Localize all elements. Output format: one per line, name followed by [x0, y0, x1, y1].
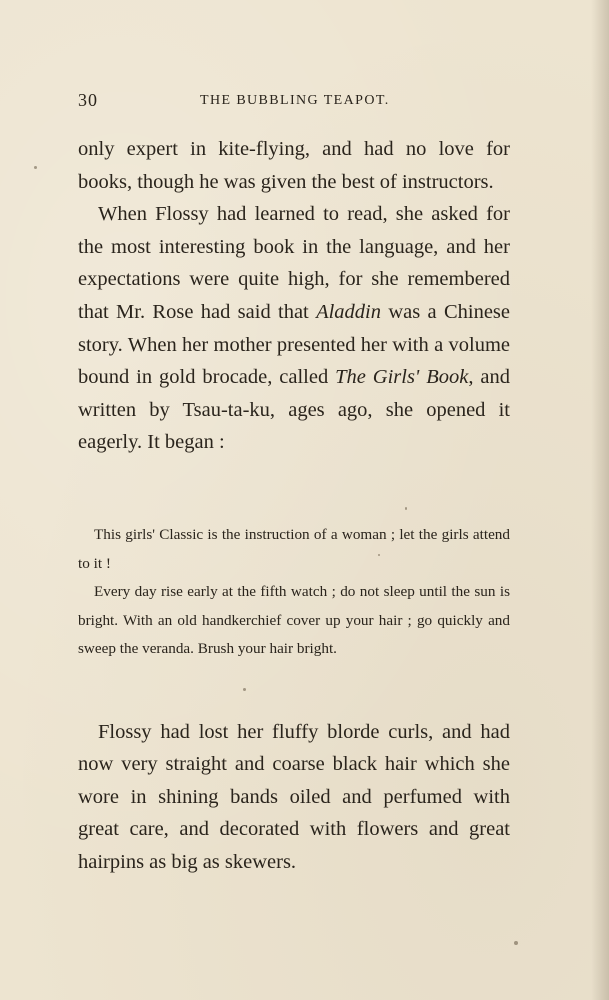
paper-speck: [378, 554, 380, 556]
page-edge-shadow: [591, 0, 609, 1000]
quoted-classic-excerpt: [78, 521, 510, 664]
paragraph-text: was a Chinese story. When her mother presented her with a volume bound in gold brocade, called: [78, 300, 510, 389]
paper-speck: [34, 166, 37, 169]
paragraph-flossy-hair: Flossy had lost her fluffy blorde curls, and had now very straight and coarse black hair which she wore in shining bands oiled and perfumed with great care, and decorated with flowers and great hairpins as big as skewers.: [78, 721, 510, 873]
paragraph-text: When Flossy had learned to read, she asked for the most interesting book in the language, and her expectations were quite high, for she remembered that Mr. Rose had said that: [78, 203, 510, 323]
paper-speck: [405, 507, 407, 510]
italic-title-girls-book: The Girls' Book: [335, 366, 469, 389]
closing-text: [78, 716, 510, 878]
paragraph-continuation: only expert in kite-flying, and had no love for books, though he was given the best of instructors.: [78, 138, 510, 193]
page-header: [78, 90, 510, 114]
page-number: 30: [78, 90, 98, 110]
main-text: [78, 133, 510, 459]
paper-speck: [243, 688, 246, 691]
quote-line: Every day rise early at the fifth watch ; do not sleep until the sun is bright. With an old handkerchief cover up your hair ; go quickly and sweep the veranda. Brush your hair bright.: [78, 583, 510, 657]
paragraph-text: , and written by Tsau-ta-ku, ages ago, she opened it eagerly. It began :: [78, 366, 510, 454]
italic-title-aladdin: Aladdin: [316, 300, 381, 323]
paper-speck: [514, 941, 518, 945]
running-head: THE BUBBLING TEAPOT.: [200, 93, 390, 108]
quote-line: This girls' Classic is the instruction of a woman ; let the girls attend to it !: [78, 526, 510, 572]
paragraph-flossy-reading: [78, 198, 510, 459]
